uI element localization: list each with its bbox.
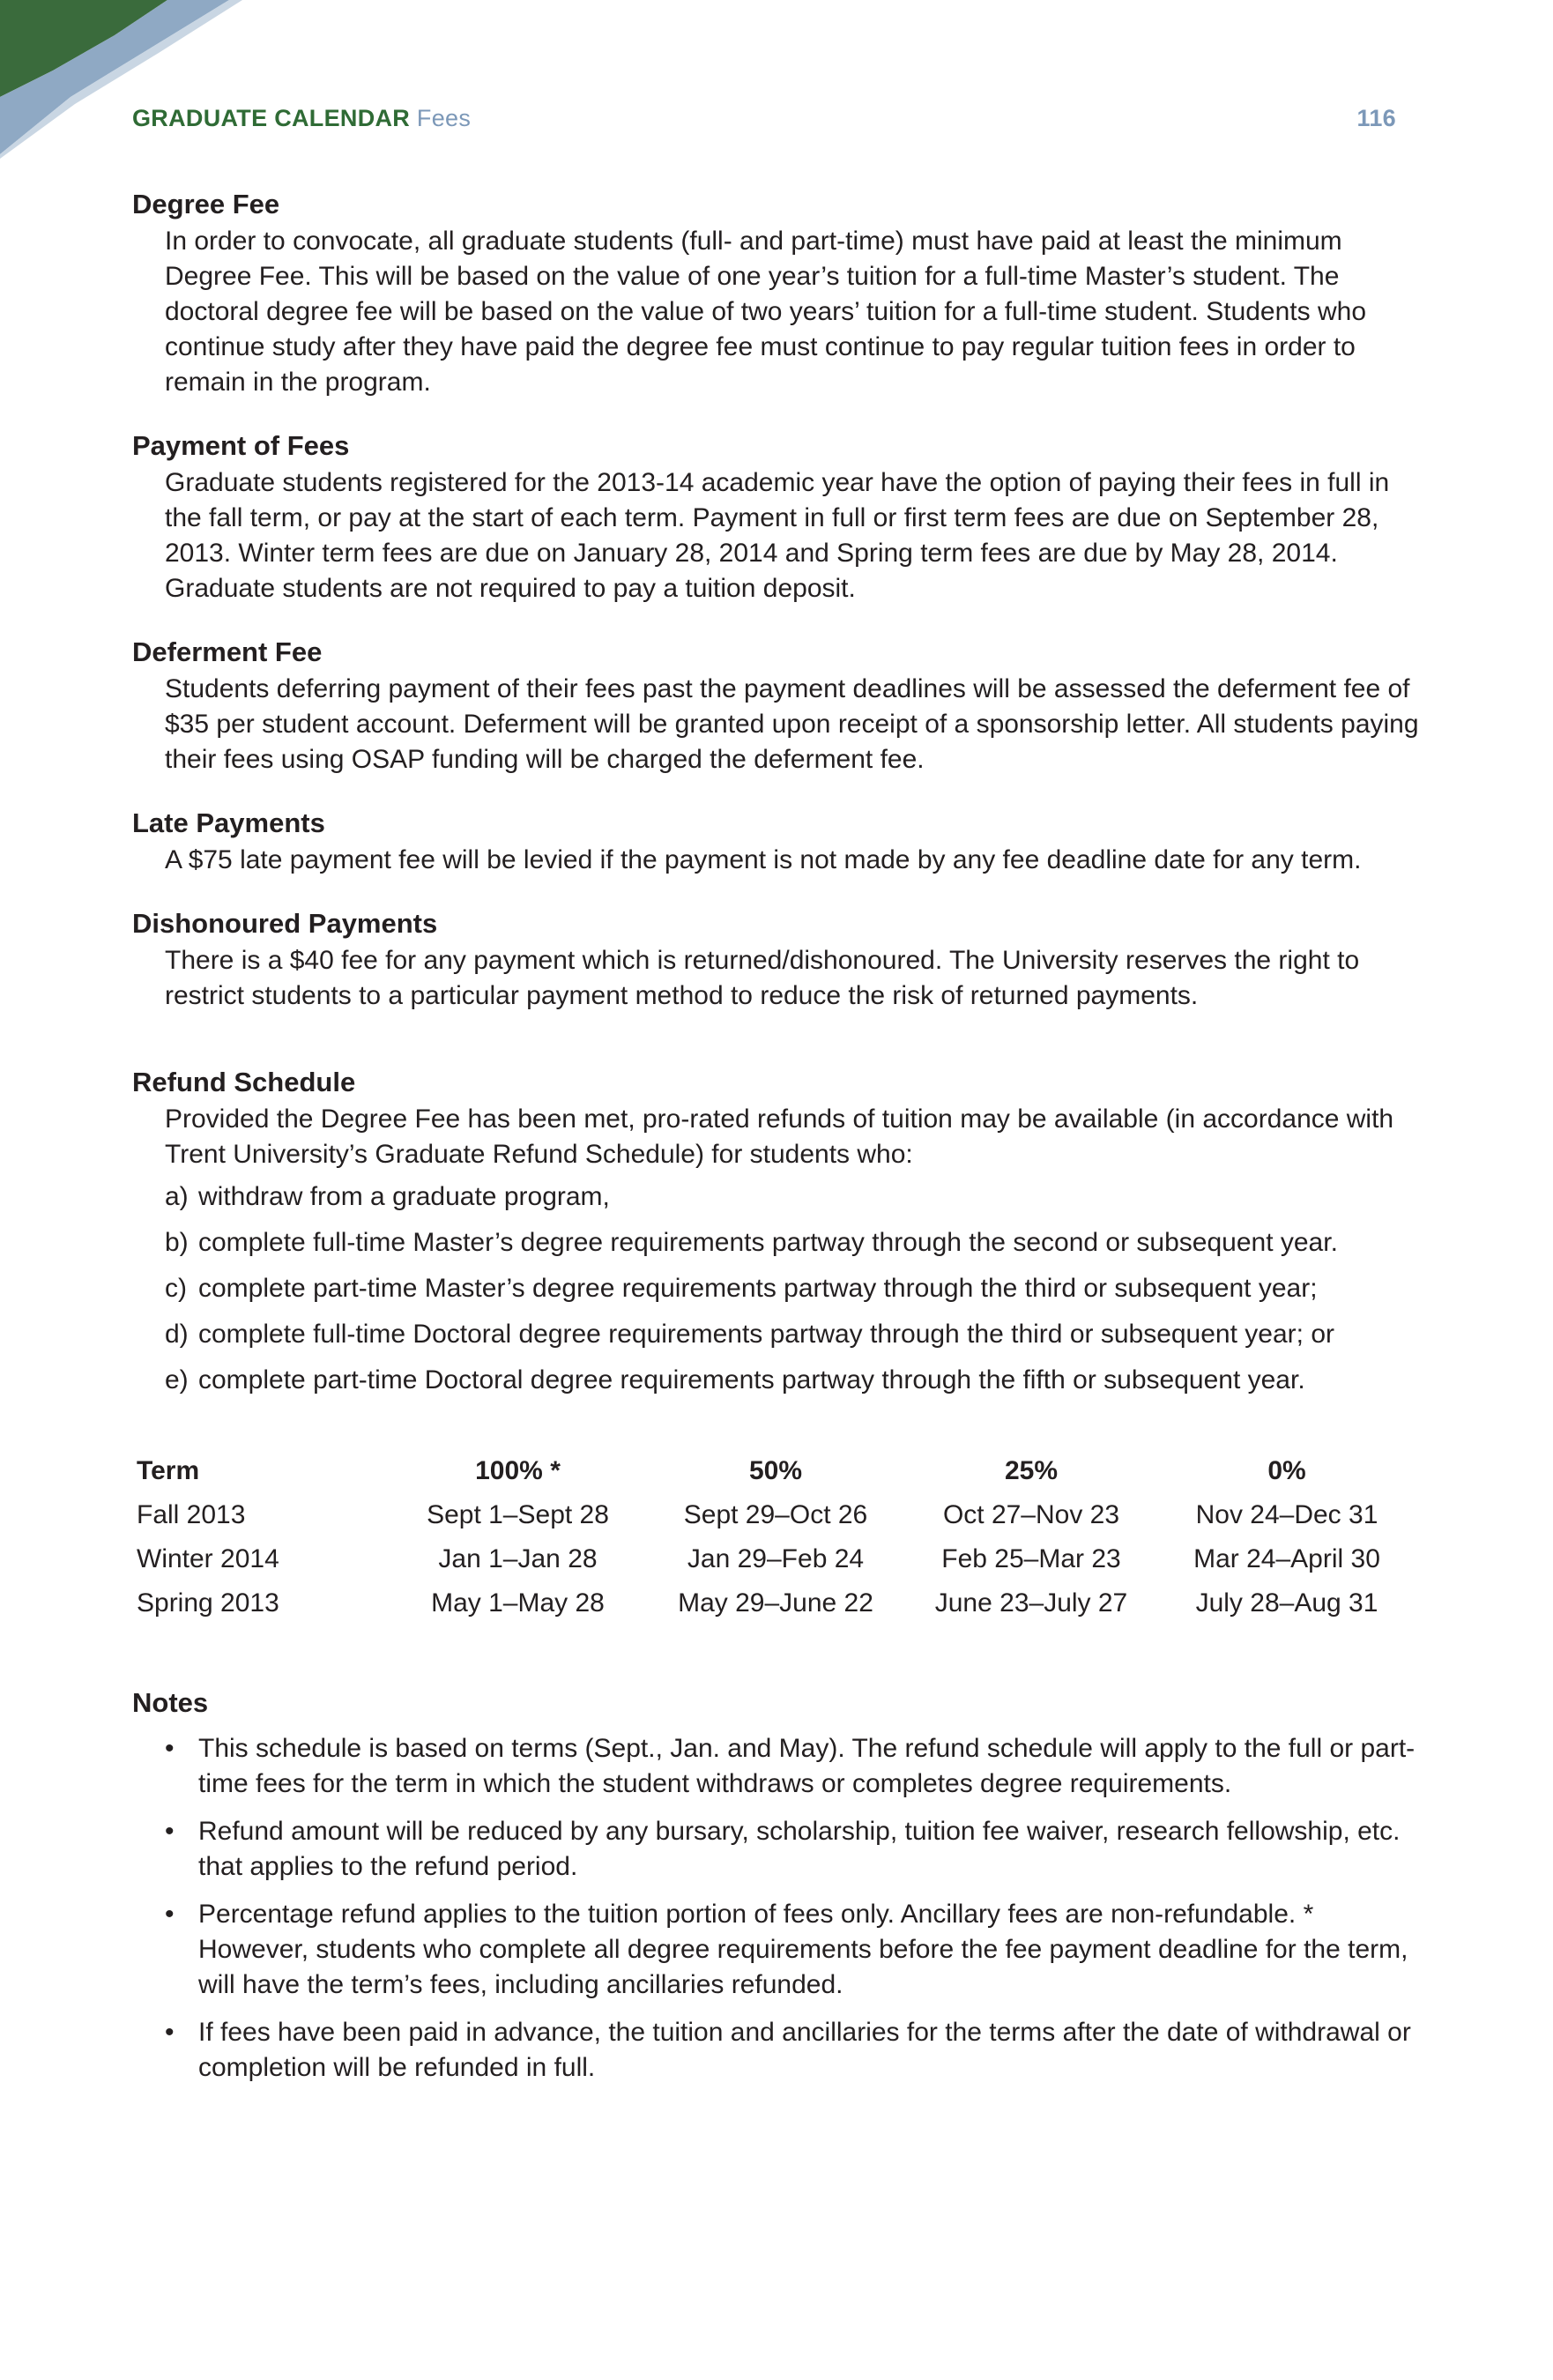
table-cell: Winter 2014 [137,1544,279,1573]
bullet-icon: • [165,1817,175,1846]
list-letter: e) [165,1365,189,1395]
table-row [137,1493,1415,1537]
bullet-icon: • [165,1900,175,1929]
section-text: Provided the Degree Fee has been met, pro-rated refunds of tuition may be available (in accordance with Trent University’s Graduate Refund Schedule) for students who: [165,1104,1394,1169]
section-degree-fee [132,185,1428,400]
section-dishonoured-payments [132,904,1428,1014]
table-row [137,1537,1415,1581]
table-header-cell: 25% [1004,1456,1059,1485]
refund-conditions-list [165,1179,1428,1398]
table-header-cell: 50% [748,1456,803,1485]
table-cell: May 29–June 22 [678,1588,873,1618]
page-content [132,185,1428,2098]
bullet-icon: • [165,2018,175,2047]
list-text: withdraw from a graduate program, [198,1182,610,1211]
list-text: complete part-time Master’s degree requirements partway through the third or subsequent year; [198,1274,1318,1303]
table-cell: Nov 24–Dec 31 [1195,1500,1378,1529]
list-text: This schedule is based on terms (Sept., Jan. and May). The refund schedule will apply to the full or part-time fees for the term in which the student withdraws or completes degree requirements. [198,1734,1416,1798]
table-header-cell: 100% * [475,1456,561,1485]
table-header-cell: Term [137,1456,200,1485]
section-heading: Refund Schedule [132,1067,356,1097]
section-text: Graduate students registered for the 2013-14 academic year have the option of paying their fees in full in the fall term, or pay at the start of each term. Payment in full or first term fees are due on September 28, 2013. Winter term fees are due on January 28, 2014 and Spring term fees are due by May 28, 2014. Graduate students are not required to pay a tuition deposit. [165,468,1390,603]
section-text: A $75 late payment fee will be levied if the payment is not made by any fee deadline date for any term. [165,845,1362,874]
table-cell: Sept 29–Oct 26 [683,1500,868,1529]
table-row [137,1581,1415,1625]
table-cell: Spring 2013 [137,1588,279,1618]
table-cell: Jan 1–Jan 28 [438,1544,598,1573]
list-item [165,1317,1428,1352]
section-heading: Payment of Fees [132,430,350,461]
list-text: complete full-time Master’s degree requirements partway through the second or subsequent year. [198,1228,1338,1257]
table-cell: Mar 24–April 30 [1193,1544,1380,1573]
table-cell: Fall 2013 [137,1500,246,1529]
section-late-payments [132,804,1428,878]
table-header-row [137,1449,1415,1493]
header-breadcrumb [132,105,471,132]
section-payment-of-fees [132,427,1428,606]
list-text: Refund amount will be reduced by any bursary, scholarship, tuition fee waiver, research fellowship, etc. that applies to the refund period. [198,1817,1401,1881]
refund-table [137,1449,1415,1625]
table-cell: Jan 29–Feb 24 [687,1544,865,1573]
page-header [132,99,1396,138]
page-number: 116 [1356,104,1396,131]
table-cell: Sept 1–Sept 28 [427,1500,609,1529]
table-cell: July 28–Aug 31 [1195,1588,1378,1618]
bullet-icon: • [165,1734,175,1763]
list-item [165,1225,1428,1261]
list-item [165,1731,1428,1802]
list-letter: c) [165,1274,187,1303]
section-refund-schedule [132,1063,1428,1398]
section-deferment-fee [132,633,1428,777]
header-section: Fees [416,104,472,131]
list-text: If fees have been paid in advance, the tuition and ancillaries for the terms after the date of withdrawal or completion will be refunded in full. [198,2018,1411,2082]
list-item [165,1363,1428,1398]
section-text: There is a $40 fee for any payment which is returned/dishonoured. The University reserves the right to restrict students to a particular payment method to reduce the risk of returned payments. [165,946,1360,1010]
section-heading: Deferment Fee [132,636,323,667]
table-cell: Feb 25–Mar 23 [941,1544,1121,1573]
list-item [165,1814,1428,1885]
list-text: Percentage refund applies to the tuition portion of fees only. Ancillary fees are non-refundable. * However, students who complete all degree requirements before the fee payment deadline for the term, will have the term’s fees, including ancillaries refunded. [198,1900,1408,1999]
section-notes [132,1684,1428,2086]
list-item [165,1271,1428,1306]
section-heading: Late Payments [132,807,325,838]
section-text: Students deferring payment of their fees past the payment deadlines will be assessed the deferment fee of $35 per student account. Deferment will be granted upon receipt of a sponsorship letter. All students paying their fees using OSAP funding will be charged the deferment fee. [165,674,1419,774]
list-letter: a) [165,1182,189,1211]
table-header-cell: 0% [1267,1456,1306,1485]
list-letter: b) [165,1228,189,1257]
section-heading: Degree Fee [132,189,280,219]
list-text: complete part-time Doctoral degree requirements partway through the fifth or subsequent year. [198,1365,1305,1395]
notes-list [165,1731,1428,2086]
table-cell: June 23–July 27 [934,1588,1128,1618]
list-letter: d) [165,1320,189,1349]
section-heading: Dishonoured Payments [132,908,438,939]
list-item [165,2015,1428,2086]
header-title: GRADUATE CALENDAR [132,104,411,131]
list-item [165,1179,1428,1215]
list-text: complete full-time Doctoral degree requirements partway through the third or subsequent year; or [198,1320,1334,1349]
list-item [165,1897,1428,2003]
table-cell: Oct 27–Nov 23 [942,1500,1120,1529]
section-heading: Notes [132,1687,209,1718]
table-cell: May 1–May 28 [431,1588,605,1618]
section-text: In order to convocate, all graduate students (full- and part-time) must have paid at least the minimum Degree Fee. This will be based on the value of one year’s tuition for a full-time Master’s student. The doctoral degree fee will be based on the value of two years’ tuition for a full-time student. Students who continue study after they have paid the degree fee must continue to pay regular tuition fees in order to remain in the program. [165,227,1367,397]
